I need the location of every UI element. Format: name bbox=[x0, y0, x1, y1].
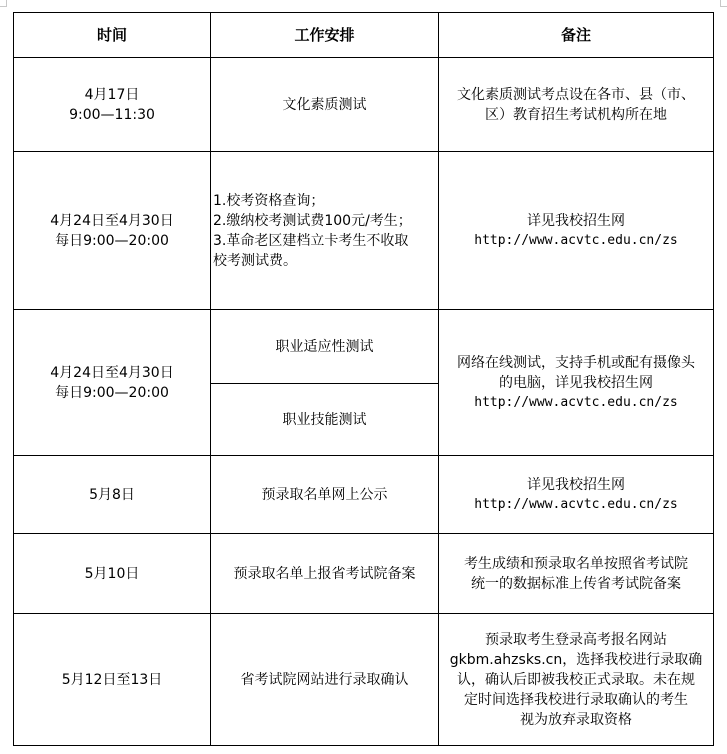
header-task: 工作安排 bbox=[211, 13, 439, 58]
task-cell: 预录取名单网上公示 bbox=[211, 456, 439, 534]
task-line: 1.校考资格查询； bbox=[213, 192, 325, 209]
table-row bbox=[14, 58, 714, 152]
note-line: 网络在线测试，支持手机或配有摄像头 bbox=[457, 354, 695, 371]
note-url: http://www.acvtc.edu.cn/zs bbox=[474, 232, 678, 248]
header-note: 备注 bbox=[439, 13, 714, 58]
table-row bbox=[14, 534, 714, 614]
time-line: 5月8日 bbox=[89, 486, 135, 503]
task-line: 3.革命老区建档立卡考生不收取 bbox=[213, 232, 409, 249]
table-row bbox=[14, 614, 714, 746]
time-line: 每日9:00—20:00 bbox=[55, 384, 169, 401]
note-cell bbox=[439, 152, 714, 310]
note-line: 详见我校招生网 bbox=[527, 212, 625, 229]
time-cell bbox=[14, 534, 211, 614]
table-row bbox=[14, 310, 714, 384]
task-cell bbox=[211, 152, 439, 310]
task-cell: 省考试院网站进行录取确认 bbox=[211, 614, 439, 746]
note-cell bbox=[439, 456, 714, 534]
note-url: http://www.acvtc.edu.cn/zs bbox=[474, 496, 678, 512]
schedule-table bbox=[13, 12, 714, 746]
time-cell bbox=[14, 310, 211, 456]
note-line: 统一的数据标准上传省考试院备案 bbox=[471, 575, 681, 592]
time-cell bbox=[14, 152, 211, 310]
note-cell bbox=[439, 58, 714, 152]
task-line: 2.缴纳校考测试费100元/考生； bbox=[213, 212, 412, 229]
task-line: 校考测试费。 bbox=[213, 252, 297, 269]
time-line: 4月17日 bbox=[84, 86, 140, 103]
note-line: 视为放弃录取资格 bbox=[520, 711, 632, 728]
task-cell: 职业技能测试 bbox=[211, 384, 439, 456]
task-cell: 职业适应性测试 bbox=[211, 310, 439, 384]
table-row bbox=[14, 152, 714, 310]
time-cell bbox=[14, 58, 211, 152]
header-time: 时间 bbox=[14, 13, 211, 58]
time-line: 5月10日 bbox=[84, 565, 140, 582]
note-line: 考生成绩和预录取名单按照省考试院 bbox=[464, 555, 688, 572]
time-line: 4月24日至4月30日 bbox=[50, 364, 174, 381]
task-cell: 预录取名单上报省考试院备案 bbox=[211, 534, 439, 614]
note-cell bbox=[439, 614, 714, 746]
note-line: 详见我校招生网 bbox=[527, 476, 625, 493]
task-cell: 文化素质测试 bbox=[211, 58, 439, 152]
time-line: 9:00—11:30 bbox=[69, 106, 155, 123]
note-line: 区）教育招生考试机构所在地 bbox=[485, 106, 667, 123]
note-line: 文化素质测试考点设在各市、县（市、 bbox=[457, 86, 695, 103]
note-cell bbox=[439, 310, 714, 456]
note-url: http://www.acvtc.edu.cn/zs bbox=[474, 394, 678, 410]
time-cell bbox=[14, 614, 211, 746]
time-line: 每日9:00—20:00 bbox=[55, 232, 169, 249]
time-line: 5月12日至13日 bbox=[61, 671, 163, 688]
time-line: 4月24日至4月30日 bbox=[50, 212, 174, 229]
note-line: 定时间选择我校进行录取确认的考生 bbox=[464, 691, 688, 708]
page-corner-mark bbox=[0, 0, 7, 7]
table-header-row bbox=[14, 13, 714, 58]
table-row bbox=[14, 456, 714, 534]
note-line: gkbm.ahzsks.cn，选择我校进行录取确 bbox=[449, 651, 703, 668]
page-corner-mark bbox=[720, 0, 727, 7]
note-cell bbox=[439, 534, 714, 614]
note-line: 预录取考生登录高考报名网站 bbox=[485, 631, 667, 648]
note-line: 的电脑，详见我校招生网 bbox=[499, 374, 653, 391]
note-line: 认，确认后即被我校正式录取。未在规 bbox=[457, 671, 695, 688]
time-cell bbox=[14, 456, 211, 534]
